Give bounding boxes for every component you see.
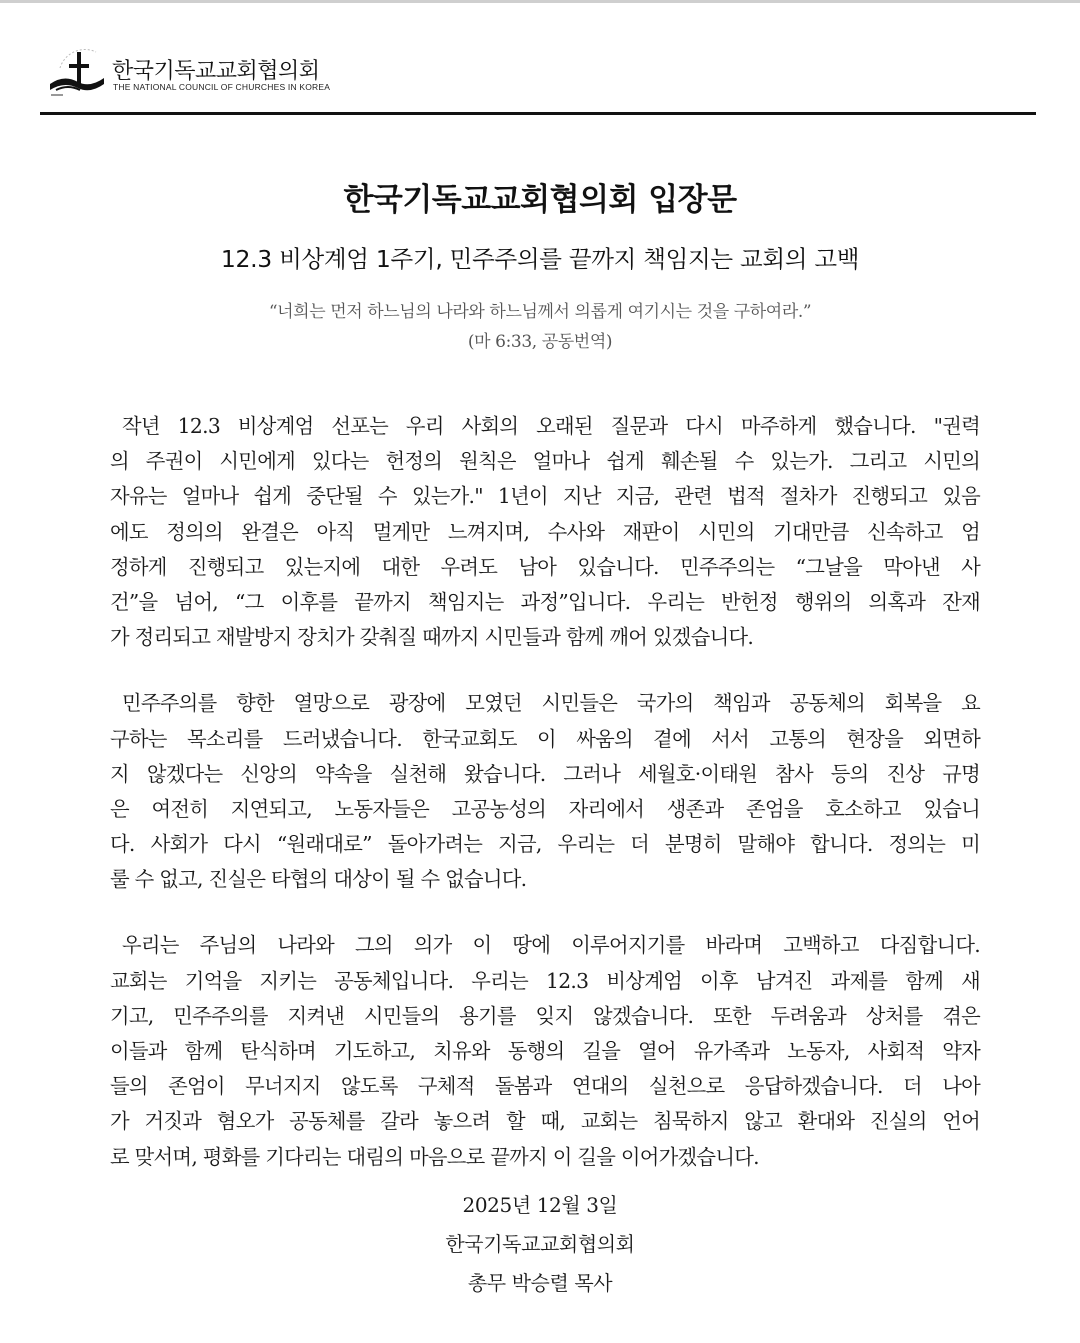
document-subtitle: 12.3 비상계엄 1주기, 민주주의를 끝까지 책임지는 교회의 고백: [220, 245, 860, 273]
paragraph-line: 로 맞서며, 평화를 기다리는 대림의 마음으로 끝까지 이 길을 이어가겠습니다.: [110, 1144, 759, 1169]
paragraph-2: [110, 686, 980, 897]
paragraph-line: 들의 존엄이 무너지지 않도록 구체적 돌봄과 연대의 실천으로 응답하겠습니다. 더 나아: [110, 1074, 980, 1099]
letterhead: [40, 42, 1040, 102]
top-edge: [0, 0, 1080, 3]
paragraph-line: 교회는 기억을 지키는 공동체입니다. 우리는 12.3 비상계엄 이후 남겨진 과제를 함께 새: [110, 968, 980, 993]
paragraph-line: 지 않겠다는 신앙의 약속을 실천해 왔습니다. 그러나 세월호·이태원 참사 등의 진상 규명: [110, 761, 980, 786]
paragraph-line: 의 주권이 시민에게 있다는 헌정의 원칙은 얼마나 쉽게 훼손될 수 있는가. 그리고 시민의: [110, 449, 980, 474]
paragraph-line: 기고, 민주주의를 지켜낸 시민들의 용기를 잊지 않겠습니다. 또한 두려움과 상처를 겪은: [110, 1003, 980, 1028]
paragraph-line: 건”을 넘어, “그 이후를 끝까지 책임지는 과정”입니다. 우리는 반헌정 행위의 의혹과 잔재: [110, 589, 980, 614]
header-divider: [40, 112, 1036, 115]
paragraph-line: 에도 정의의 완결은 아직 멀게만 느껴지며, 수사와 재판이 시민의 기대만큼 신속하고 엄: [110, 519, 980, 544]
paragraph-line: 다. 사회가 다시 “원래대로” 돌아가려는 지금, 우리는 더 분명히 말해야 합니다. 정의는 미: [110, 832, 980, 857]
org-name-korean: 한국기독교교회협의회: [112, 59, 320, 84]
verse-reference: (마 6:33, 공동번역): [467, 332, 613, 352]
document-title: 한국기독교교회협의회 입장문: [343, 182, 737, 218]
paragraph-line: 이들과 함께 탄식하며 기도하고, 치유와 동행의 길을 열어 유가족과 노동자, 사회적 약자: [110, 1039, 980, 1063]
signature-block: [0, 1186, 1080, 1303]
signature-organization: 한국기독교교회협의회: [445, 1232, 635, 1256]
paragraph-line: 정하게 진행되고 있는지에 대한 우려도 남아 있습니다. 민주주의는 “그날을 막아낸 사: [110, 554, 980, 579]
verse-text: “너희는 먼저 하느님의 나라와 하느님께서 의롭게 여기시는 것을 구하여라.”: [268, 302, 812, 322]
paragraph-line: 민주주의를 향한 열망으로 광장에 모였던 시민들은 국가의 책임과 공동체의 회복을 요: [122, 691, 980, 716]
signatory: 총무 박승렬 목사: [467, 1271, 613, 1295]
statement-date: 2025년 12월 3일: [462, 1193, 618, 1217]
paragraph-line: 은 여전히 지연되고, 노동자들은 고공농성의 자리에서 생존과 존엄을 호소하고 있습니: [110, 796, 980, 821]
paragraph-line: 가 정리되고 재발방지 장치가 갖춰질 때까지 시민들과 함께 깨어 있겠습니다.: [110, 625, 754, 650]
paragraph-line: 구하는 목소리를 드러냈습니다. 한국교회도 이 싸움의 곁에 서서 고통의 현장을 외면하: [110, 726, 980, 751]
paragraph-line: 자유는 얼마나 쉽게 중단될 수 있는가." 1년이 지난 지금, 관련 법적 절차가 진행되고 있음: [110, 484, 980, 509]
statement-body: [110, 409, 980, 1206]
paragraph-line: 우리는 주님의 나라와 그의 의가 이 땅에 이루어지기를 바라며 고백하고 다짐합니다.: [122, 933, 980, 958]
paragraph-line: 가 거짓과 혐오가 공동체를 갈라 놓으려 할 때, 교회는 침묵하지 않고 환대와 진실의 언어: [110, 1109, 980, 1134]
paragraph-line: 룰 수 없고, 진실은 타협의 대상이 될 수 없습니다.: [110, 867, 527, 892]
paragraph-3: [110, 928, 980, 1174]
cross-wave-logo-icon: [46, 44, 106, 100]
paragraph-line: 작년 12.3 비상계엄 선포는 우리 사회의 오래된 질문과 다시 마주하게 했습니다. "권력: [122, 414, 980, 438]
paragraph-1: [110, 409, 980, 655]
scripture-quote: [0, 297, 1080, 357]
org-name-english: THE NATIONAL COUNCIL OF CHURCHES IN KOREA: [113, 82, 331, 92]
